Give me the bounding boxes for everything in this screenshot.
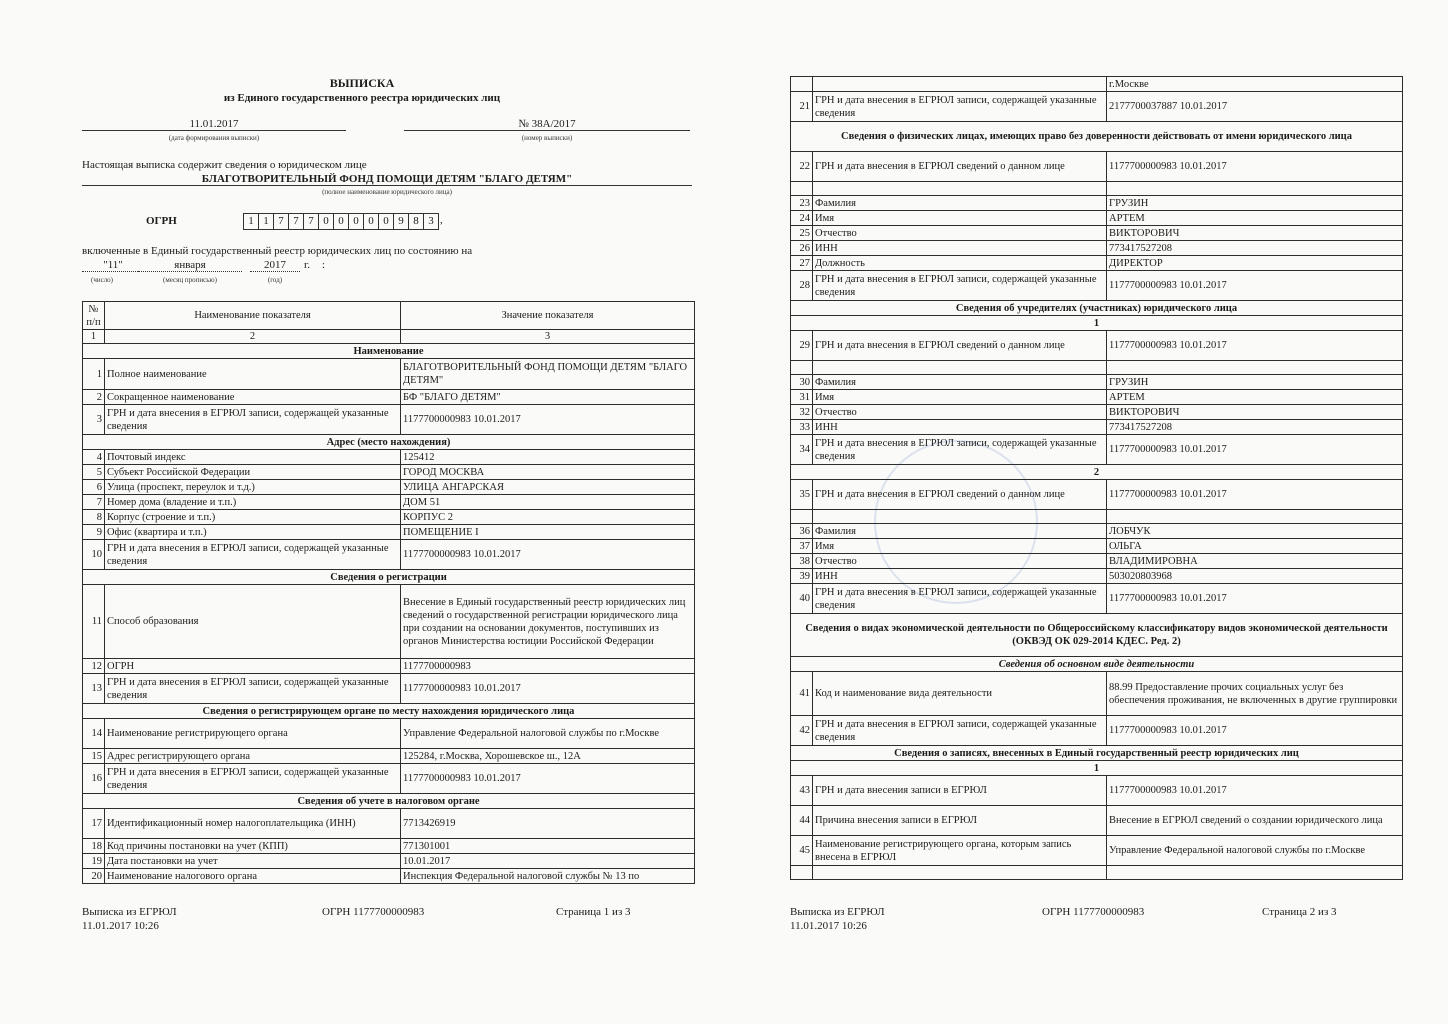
indicator-name: Дата постановки на учет bbox=[105, 854, 401, 869]
indicator-value: ГРУЗИН bbox=[1107, 375, 1403, 390]
footer-ogrn: ОГРН 1177700000983 bbox=[1042, 906, 1145, 918]
row-number: 37 bbox=[791, 539, 813, 554]
table-row bbox=[791, 241, 1403, 256]
extract-number: № 38А/2017 bbox=[404, 118, 690, 131]
indicator-name: ГРН и дата внесения в ЕГРЮЛ записи, содержащей указанные сведения bbox=[105, 764, 401, 794]
indicator-name: ИНН bbox=[813, 420, 1107, 435]
ogrn-digit: 0 bbox=[379, 213, 394, 230]
organization-name-caption: (полное наименование юридического лица) bbox=[322, 188, 452, 196]
row-number: 35 bbox=[791, 480, 813, 510]
table-row bbox=[791, 539, 1403, 554]
section-header-row bbox=[791, 122, 1403, 152]
table-row bbox=[791, 211, 1403, 226]
table-row bbox=[83, 390, 695, 405]
table-row bbox=[83, 510, 695, 525]
section-header-row bbox=[791, 614, 1403, 657]
footer-doc-name: Выписка из ЕГРЮЛ bbox=[790, 906, 885, 918]
header-col-2: 2 bbox=[105, 330, 401, 344]
row-number: 28 bbox=[791, 271, 813, 301]
indicator-value: ГРУЗИН bbox=[1107, 196, 1403, 211]
section-title: Адрес (место нахождения) bbox=[83, 435, 695, 450]
footer-page-number: Страница 2 из 3 bbox=[1262, 906, 1337, 918]
ogrn-digit-boxes bbox=[243, 213, 439, 230]
table-row bbox=[791, 196, 1403, 211]
table-row bbox=[791, 375, 1403, 390]
indicator-value bbox=[1107, 510, 1403, 524]
indicator-name: Имя bbox=[813, 539, 1107, 554]
row-number: 12 bbox=[83, 659, 105, 674]
row-number: 22 bbox=[791, 152, 813, 182]
table-row bbox=[83, 540, 695, 570]
section-header-row bbox=[83, 794, 695, 809]
row-number: 40 bbox=[791, 584, 813, 614]
state-year: 2017 bbox=[250, 259, 300, 272]
table-row bbox=[791, 182, 1403, 196]
document-title: ВЫПИСКА bbox=[329, 76, 395, 90]
state-colon: : bbox=[322, 259, 326, 271]
indicator-name: Должность bbox=[813, 256, 1107, 271]
indicator-value: Инспекция Федеральной налоговой службы № 13 по bbox=[401, 869, 695, 884]
section-header-row bbox=[791, 761, 1403, 776]
ogrn-digit: 8 bbox=[409, 213, 424, 230]
header-indicator: Наименование показателя bbox=[105, 302, 401, 330]
indicator-value: 125412 bbox=[401, 450, 695, 465]
row-number: 34 bbox=[791, 435, 813, 465]
row-number: 29 bbox=[791, 331, 813, 361]
indicator-name: ГРН и дата внесения в ЕГРЮЛ записи, содержащей указанные сведения bbox=[105, 674, 401, 704]
table-row bbox=[791, 866, 1403, 880]
indicator-value: 1177700000983 10.01.2017 bbox=[1107, 480, 1403, 510]
indicator-name: Корпус (строение и т.п.) bbox=[105, 510, 401, 525]
table-row bbox=[791, 92, 1403, 122]
table-row bbox=[791, 584, 1403, 614]
indicator-value: ДИРЕКТОР bbox=[1107, 256, 1403, 271]
indicator-value: 1177700000983 10.01.2017 bbox=[1107, 776, 1403, 806]
row-number: 36 bbox=[791, 524, 813, 539]
footer-doc-name: Выписка из ЕГРЮЛ bbox=[82, 906, 177, 918]
table-row bbox=[83, 405, 695, 435]
indicator-name: Фамилия bbox=[813, 196, 1107, 211]
indicator-value: ВИКТОРОВИЧ bbox=[1107, 226, 1403, 241]
indicator-value: ОЛЬГА bbox=[1107, 539, 1403, 554]
section-header-row bbox=[791, 746, 1403, 761]
section-title: Сведения о регистрирующем органе по месту нахождения юридического лица bbox=[83, 704, 695, 719]
row-number: 1 bbox=[83, 359, 105, 390]
footer-ogrn: ОГРН 1177700000983 bbox=[322, 906, 425, 918]
indicator-value: 1177700000983 10.01.2017 bbox=[1107, 152, 1403, 182]
section-title: 1 bbox=[791, 316, 1403, 331]
section-title: Сведения о физических лицах, имеющих право без доверенности действовать от имени юридического лица bbox=[791, 122, 1403, 152]
table-row bbox=[83, 450, 695, 465]
organization-name: БЛАГОТВОРИТЕЛЬНЫЙ ФОНД ПОМОЩИ ДЕТЯМ "БЛАГО ДЕТЯМ" bbox=[82, 173, 692, 186]
indicator-name: Почтовый индекс bbox=[105, 450, 401, 465]
section-header-row bbox=[83, 704, 695, 719]
row-number: 16 bbox=[83, 764, 105, 794]
row-number: 9 bbox=[83, 525, 105, 540]
indicator-value: ВИКТОРОВИЧ bbox=[1107, 405, 1403, 420]
indicator-value: АРТЕМ bbox=[1107, 390, 1403, 405]
ogrn-digit: 9 bbox=[394, 213, 409, 230]
indicator-value: УЛИЦА АНГАРСКАЯ bbox=[401, 480, 695, 495]
section-header-row bbox=[83, 344, 695, 359]
table-row bbox=[83, 764, 695, 794]
indicator-value bbox=[1107, 866, 1403, 880]
ogrn-digit: 1 bbox=[259, 213, 274, 230]
indicator-value: 1177700000983 bbox=[401, 659, 695, 674]
table-row bbox=[791, 806, 1403, 836]
section-title: Наименование bbox=[83, 344, 695, 359]
indicator-name: Номер дома (владение и т.п.) bbox=[105, 495, 401, 510]
ogrn-digit: 7 bbox=[304, 213, 319, 230]
indicator-value: КОРПУС 2 bbox=[401, 510, 695, 525]
table-row bbox=[791, 836, 1403, 866]
indicator-value: Управление Федеральной налоговой службы по г.Москве bbox=[1107, 836, 1403, 866]
table-row bbox=[83, 674, 695, 704]
extract-table-page-1 bbox=[82, 301, 695, 884]
row-number: 8 bbox=[83, 510, 105, 525]
section-title: Сведения о регистрации bbox=[83, 570, 695, 585]
indicator-value: 2177700037887 10.01.2017 bbox=[1107, 92, 1403, 122]
header-col-3: 3 bbox=[401, 330, 695, 344]
row-number: 24 bbox=[791, 211, 813, 226]
table-row bbox=[83, 480, 695, 495]
table-row bbox=[791, 480, 1403, 510]
ogrn-digit: 0 bbox=[319, 213, 334, 230]
extract-table-page-2 bbox=[790, 76, 1403, 880]
indicator-value: ПОМЕЩЕНИЕ I bbox=[401, 525, 695, 540]
row-number: 20 bbox=[83, 869, 105, 884]
indicator-name bbox=[813, 77, 1107, 92]
caption-year: (год) bbox=[267, 276, 283, 284]
indicator-value: БФ "БЛАГО ДЕТЯМ" bbox=[401, 390, 695, 405]
row-number: 11 bbox=[83, 585, 105, 659]
indicator-name: Сокращенное наименование bbox=[105, 390, 401, 405]
indicator-value: Внесение в Единый государственный реестр юридических лиц сведений о государственной регистрации юридического лица при создании на основании документов, поступивших из органов Министерства юстиции Российской Федерации bbox=[401, 585, 695, 659]
indicator-name: ИНН bbox=[813, 241, 1107, 256]
row-number: 6 bbox=[83, 480, 105, 495]
indicator-name: Способ образования bbox=[105, 585, 401, 659]
indicator-name: Отчество bbox=[813, 405, 1107, 420]
indicator-value: 1177700000983 10.01.2017 bbox=[1107, 716, 1403, 746]
indicator-name: Код причины постановки на учет (КПП) bbox=[105, 839, 401, 854]
indicator-name: Улица (проспект, переулок и т.д.) bbox=[105, 480, 401, 495]
indicator-value: 1177700000983 10.01.2017 bbox=[401, 405, 695, 435]
table-row bbox=[83, 585, 695, 659]
indicator-value: 125284, г.Москва, Хорошевское ш., 12А bbox=[401, 749, 695, 764]
row-number: 32 bbox=[791, 405, 813, 420]
indicator-name: Имя bbox=[813, 211, 1107, 226]
indicator-name: ГРН и дата внесения в ЕГРЮЛ записи, содержащей указанные сведения bbox=[813, 92, 1107, 122]
row-number: 25 bbox=[791, 226, 813, 241]
table-row bbox=[791, 524, 1403, 539]
footer-page-number: Страница 1 из 3 bbox=[556, 906, 631, 918]
indicator-name: Причина внесения записи в ЕГРЮЛ bbox=[813, 806, 1107, 836]
indicator-name: Имя bbox=[813, 390, 1107, 405]
included-text: включенные в Единый государственный реестр юридических лиц по состоянию на bbox=[82, 245, 473, 257]
ogrn-trailing-comma: , bbox=[440, 214, 443, 226]
row-number: 23 bbox=[791, 196, 813, 211]
extract-page-2 bbox=[724, 0, 1448, 1024]
table-row bbox=[83, 839, 695, 854]
section-title: Сведения об основном виде деятельности bbox=[791, 657, 1403, 672]
indicator-value: ЛОБЧУК bbox=[1107, 524, 1403, 539]
row-number: 42 bbox=[791, 716, 813, 746]
section-title: 1 bbox=[791, 761, 1403, 776]
row-number: 39 bbox=[791, 569, 813, 584]
footer-left-page-2 bbox=[790, 905, 885, 933]
indicator-value: 88.99 Предоставление прочих социальных услуг без обеспечения проживания, не включенных в другие группировки bbox=[1107, 672, 1403, 716]
row-number: 26 bbox=[791, 241, 813, 256]
ogrn-digit: 7 bbox=[274, 213, 289, 230]
table-row bbox=[791, 672, 1403, 716]
table-row bbox=[83, 869, 695, 884]
ogrn-digit: 0 bbox=[349, 213, 364, 230]
header-col-1: 1 bbox=[83, 330, 105, 344]
indicator-name: Субъект Российской Федерации bbox=[105, 465, 401, 480]
indicator-name bbox=[813, 510, 1107, 524]
indicator-value: ВЛАДИМИРОВНА bbox=[1107, 554, 1403, 569]
indicator-name: ГРН и дата внесения в ЕГРЮЛ сведений о данном лице bbox=[813, 152, 1107, 182]
section-title: Сведения о видах экономической деятельности по Общероссийскому классификатору видов экономической деятельности (ОКВЭД ОК 029-2014 КДЕС. Ред. 2) bbox=[791, 614, 1403, 657]
ogrn-digit: 1 bbox=[243, 213, 259, 230]
table-row bbox=[83, 359, 695, 390]
indicator-value bbox=[1107, 182, 1403, 196]
table-row bbox=[83, 719, 695, 749]
row-number bbox=[791, 866, 813, 880]
row-number: 27 bbox=[791, 256, 813, 271]
indicator-name: Отчество bbox=[813, 226, 1107, 241]
indicator-value: БЛАГОТВОРИТЕЛЬНЫЙ ФОНД ПОМОЩИ ДЕТЯМ "БЛАГО ДЕТЯМ" bbox=[401, 359, 695, 390]
intro-text: Настоящая выписка содержит сведения о юридическом лице bbox=[82, 159, 367, 171]
row-number: 7 bbox=[83, 495, 105, 510]
indicator-name: ГРН и дата внесения в ЕГРЮЛ записи, содержащей указанные сведения bbox=[813, 584, 1107, 614]
ogrn-digit: 3 bbox=[424, 213, 439, 230]
section-title: Сведения о записях, внесенных в Единый государственный реестр юридических лиц bbox=[791, 746, 1403, 761]
indicator-name: Код и наименование вида деятельности bbox=[813, 672, 1107, 716]
indicator-name: ГРН и дата внесения в ЕГРЮЛ сведений о данном лице bbox=[813, 480, 1107, 510]
table-row bbox=[791, 226, 1403, 241]
section-header-row bbox=[83, 435, 695, 450]
indicator-value: 7713426919 bbox=[401, 809, 695, 839]
section-header-row bbox=[791, 316, 1403, 331]
row-number: 18 bbox=[83, 839, 105, 854]
table-row bbox=[791, 361, 1403, 375]
section-header-row bbox=[83, 570, 695, 585]
indicator-name: Адрес регистрирующего органа bbox=[105, 749, 401, 764]
indicator-value: АРТЕМ bbox=[1107, 211, 1403, 226]
table-row bbox=[791, 716, 1403, 746]
table-header-row bbox=[83, 302, 695, 330]
extract-date: 11.01.2017 bbox=[82, 118, 346, 131]
indicator-name: Наименование регистрирующего органа, которым запись внесена в ЕГРЮЛ bbox=[813, 836, 1107, 866]
indicator-value: 503020803968 bbox=[1107, 569, 1403, 584]
table-row bbox=[791, 77, 1403, 92]
row-number: 13 bbox=[83, 674, 105, 704]
table-row bbox=[83, 465, 695, 480]
section-header-row bbox=[791, 657, 1403, 672]
indicator-value: 1177700000983 10.01.2017 bbox=[401, 540, 695, 570]
indicator-value: 773417527208 bbox=[1107, 241, 1403, 256]
table-row bbox=[791, 569, 1403, 584]
footer-timestamp: 11.01.2017 10:26 bbox=[790, 920, 867, 932]
ogrn-label: ОГРН bbox=[146, 215, 177, 227]
indicator-name: ИНН bbox=[813, 569, 1107, 584]
table-row bbox=[791, 256, 1403, 271]
table-row bbox=[83, 854, 695, 869]
table-row bbox=[83, 809, 695, 839]
row-number: 45 bbox=[791, 836, 813, 866]
indicator-name: ГРН и дата внесения в ЕГРЮЛ записи, содержащей указанные сведения bbox=[105, 540, 401, 570]
row-number bbox=[791, 77, 813, 92]
state-month: января bbox=[138, 259, 242, 272]
table-row bbox=[83, 525, 695, 540]
ogrn-digit: 0 bbox=[364, 213, 379, 230]
extract-number-caption: (номер выписки) bbox=[521, 134, 573, 142]
indicator-value: ДОМ 51 bbox=[401, 495, 695, 510]
indicator-value: ГОРОД МОСКВА bbox=[401, 465, 695, 480]
table-row bbox=[791, 152, 1403, 182]
ogrn-digit: 0 bbox=[334, 213, 349, 230]
row-number: 31 bbox=[791, 390, 813, 405]
footer-timestamp: 11.01.2017 10:26 bbox=[82, 920, 159, 932]
row-number: 15 bbox=[83, 749, 105, 764]
header-num: № п/п bbox=[83, 302, 105, 330]
section-header-row bbox=[791, 465, 1403, 480]
row-number bbox=[791, 182, 813, 196]
indicator-name: Идентификационный номер налогоплательщика (ИНН) bbox=[105, 809, 401, 839]
indicator-value: 773417527208 bbox=[1107, 420, 1403, 435]
row-number: 21 bbox=[791, 92, 813, 122]
table-row bbox=[791, 390, 1403, 405]
indicator-name: ГРН и дата внесения в ЕГРЮЛ записи, содержащей указанные сведения bbox=[813, 716, 1107, 746]
caption-day: (число) bbox=[90, 276, 114, 284]
footer-left-page-1 bbox=[82, 905, 177, 933]
indicator-name: ОГРН bbox=[105, 659, 401, 674]
state-year-suffix: г. bbox=[304, 259, 311, 271]
row-number: 5 bbox=[83, 465, 105, 480]
state-day: "11" bbox=[82, 259, 144, 272]
indicator-name: Отчество bbox=[813, 554, 1107, 569]
row-number: 41 bbox=[791, 672, 813, 716]
indicator-value: 1177700000983 10.01.2017 bbox=[1107, 331, 1403, 361]
table-row bbox=[791, 271, 1403, 301]
indicator-name: Фамилия bbox=[813, 375, 1107, 390]
row-number: 14 bbox=[83, 719, 105, 749]
indicator-value: 1177700000983 10.01.2017 bbox=[1107, 584, 1403, 614]
indicator-value: 1177700000983 10.01.2017 bbox=[401, 764, 695, 794]
header-value: Значение показателя bbox=[401, 302, 695, 330]
row-number bbox=[791, 510, 813, 524]
indicator-name: Офис (квартира и т.п.) bbox=[105, 525, 401, 540]
indicator-value: 10.01.2017 bbox=[401, 854, 695, 869]
row-number: 19 bbox=[83, 854, 105, 869]
section-title: 2 bbox=[791, 465, 1403, 480]
row-number: 44 bbox=[791, 806, 813, 836]
indicator-name: ГРН и дата внесения записи в ЕГРЮЛ bbox=[813, 776, 1107, 806]
document-subtitle: из Единого государственного реестра юридических лиц bbox=[223, 92, 501, 104]
caption-month: (месяц прописью) bbox=[163, 276, 217, 284]
section-title: Сведения об учредителях (участниках) юридического лица bbox=[791, 301, 1403, 316]
indicator-name: ГРН и дата внесения в ЕГРЮЛ сведений о данном лице bbox=[813, 331, 1107, 361]
table-row bbox=[791, 435, 1403, 465]
indicator-name: Фамилия bbox=[813, 524, 1107, 539]
table-row bbox=[83, 749, 695, 764]
ogrn-digit: 7 bbox=[289, 213, 304, 230]
indicator-value bbox=[1107, 361, 1403, 375]
indicator-value: 1177700000983 10.01.2017 bbox=[1107, 271, 1403, 301]
table-row bbox=[83, 495, 695, 510]
row-number: 10 bbox=[83, 540, 105, 570]
row-number: 43 bbox=[791, 776, 813, 806]
indicator-name: ГРН и дата внесения в ЕГРЮЛ записи, содержащей указанные сведения bbox=[813, 271, 1107, 301]
indicator-name: Наименование налогового органа bbox=[105, 869, 401, 884]
table-row bbox=[791, 405, 1403, 420]
section-title: Сведения об учете в налоговом органе bbox=[83, 794, 695, 809]
row-number: 30 bbox=[791, 375, 813, 390]
extract-date-caption: (дата формирования выписки) bbox=[168, 134, 260, 142]
indicator-name: ГРН и дата внесения в ЕГРЮЛ записи, содержащей указанные сведения bbox=[813, 435, 1107, 465]
indicator-name bbox=[813, 361, 1107, 375]
indicator-value: г.Москве bbox=[1107, 77, 1403, 92]
table-row bbox=[791, 776, 1403, 806]
indicator-name: ГРН и дата внесения в ЕГРЮЛ записи, содержащей указанные сведения bbox=[105, 405, 401, 435]
row-number: 38 bbox=[791, 554, 813, 569]
indicator-name bbox=[813, 866, 1107, 880]
table-index-row bbox=[83, 330, 695, 344]
indicator-name: Полное наименование bbox=[105, 359, 401, 390]
row-number: 33 bbox=[791, 420, 813, 435]
row-number: 3 bbox=[83, 405, 105, 435]
table-row bbox=[791, 420, 1403, 435]
indicator-value: Управление Федеральной налоговой службы по г.Москве bbox=[401, 719, 695, 749]
row-number: 2 bbox=[83, 390, 105, 405]
table-row bbox=[791, 554, 1403, 569]
indicator-value: 1177700000983 10.01.2017 bbox=[1107, 435, 1403, 465]
table-row bbox=[83, 659, 695, 674]
indicator-value: Внесение в ЕГРЮЛ сведений о создании юридического лица bbox=[1107, 806, 1403, 836]
indicator-value: 1177700000983 10.01.2017 bbox=[401, 674, 695, 704]
indicator-value: 771301001 bbox=[401, 839, 695, 854]
table-row bbox=[791, 510, 1403, 524]
indicator-name: Наименование регистрирующего органа bbox=[105, 719, 401, 749]
row-number: 17 bbox=[83, 809, 105, 839]
row-number bbox=[791, 361, 813, 375]
table-row bbox=[791, 331, 1403, 361]
row-number: 4 bbox=[83, 450, 105, 465]
section-header-row bbox=[791, 301, 1403, 316]
indicator-name bbox=[813, 182, 1107, 196]
